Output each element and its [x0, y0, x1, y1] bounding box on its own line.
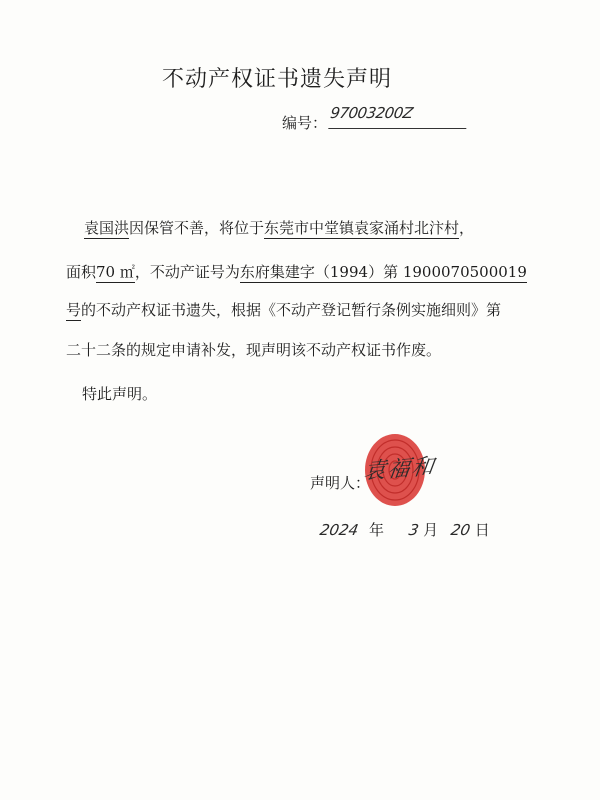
- month-unit: 月: [423, 521, 439, 539]
- certificate-number-suffix: 号: [66, 301, 82, 319]
- number-label: 编号：: [282, 114, 328, 132]
- property-location: 东莞市中堂镇袁家涌村北汴村: [264, 219, 460, 237]
- paragraph-line-4: [66, 340, 441, 360]
- signer-label: 声明人：: [310, 474, 371, 492]
- text-fragment: ，不动产证号为: [134, 263, 240, 281]
- number-value: 97003200Z: [328, 104, 470, 129]
- certificate-number: 东府集建字（1994）第 1900070500019: [239, 263, 527, 281]
- text-fragment: 面积: [66, 263, 97, 281]
- text-fragment: 因保管不善，将位于: [129, 219, 265, 237]
- text-fragment: ，: [459, 219, 475, 237]
- owner-name: 袁国洪: [84, 219, 130, 237]
- date-year: 2024: [318, 521, 360, 539]
- date-month: 3: [407, 521, 420, 539]
- text-fragment: 二十二条的规定申请补发，现声明该不动产权证书作废。: [66, 341, 442, 359]
- paragraph-line-1: [84, 218, 474, 238]
- number-row: [282, 104, 414, 133]
- text-fragment: 的不动产权证书遗失，根据《不动产登记暂行条例实施细则》第: [81, 301, 502, 319]
- paragraph-line-3: [66, 300, 501, 320]
- handwritten-signature: 袁福和: [362, 454, 438, 485]
- document-title: 不动产权证书遗失声明: [162, 67, 393, 92]
- day-unit: 日: [474, 521, 490, 539]
- closing-statement: 特此声明。: [82, 385, 158, 403]
- date-row: [320, 519, 490, 540]
- property-area: 70 ㎡: [96, 263, 135, 281]
- date-day: 20: [449, 521, 472, 539]
- paragraph-line-2: [66, 262, 527, 282]
- year-unit: 年: [368, 521, 384, 539]
